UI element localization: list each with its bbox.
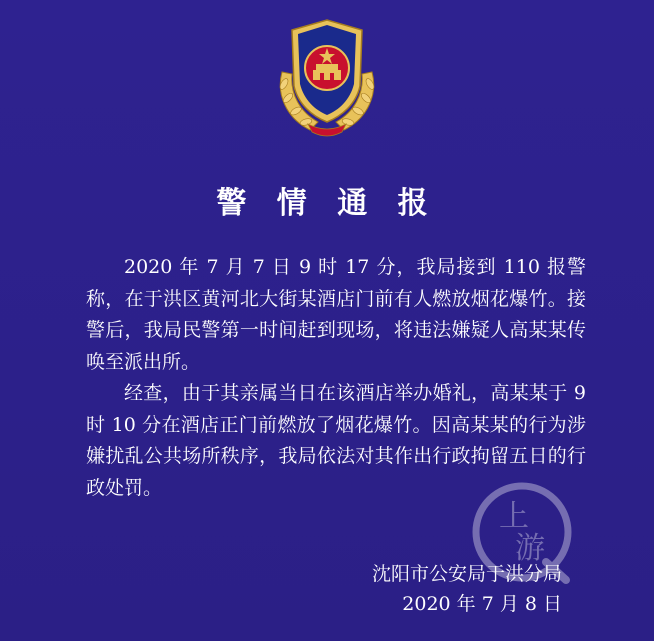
notice-paragraph: 2020 年 7 月 7 日 9 时 17 分，我局接到 110 报警称，在于洪区黄河北大街某酒店门前有人燃放烟花爆竹。接警后，我局民警第一时间赶到现场，将违法嫌疑人高某某传唤至派出所。	[86, 256, 586, 373]
police-emblem-icon	[268, 12, 386, 140]
issue-date: 2020 年 7 月 8 日	[402, 593, 562, 615]
shangyou-watermark-icon	[468, 478, 576, 586]
issuer-name: 沈阳市公安局于洪分局	[371, 563, 562, 585]
notice-paragraph: 经查，由于其亲属当日在该酒店举办婚礼，高某某于 9 时 10 分在酒店正门前燃放了烟花爆竹。因高某某的行为涉嫌扰乱公共场所秩序，我局依法对其作出行政拘留五日的行政处罚。	[86, 382, 586, 499]
notice-title: 警 情 通 报	[216, 186, 438, 221]
notice-body	[86, 252, 586, 504]
watermark-text: 上游	[499, 499, 545, 566]
